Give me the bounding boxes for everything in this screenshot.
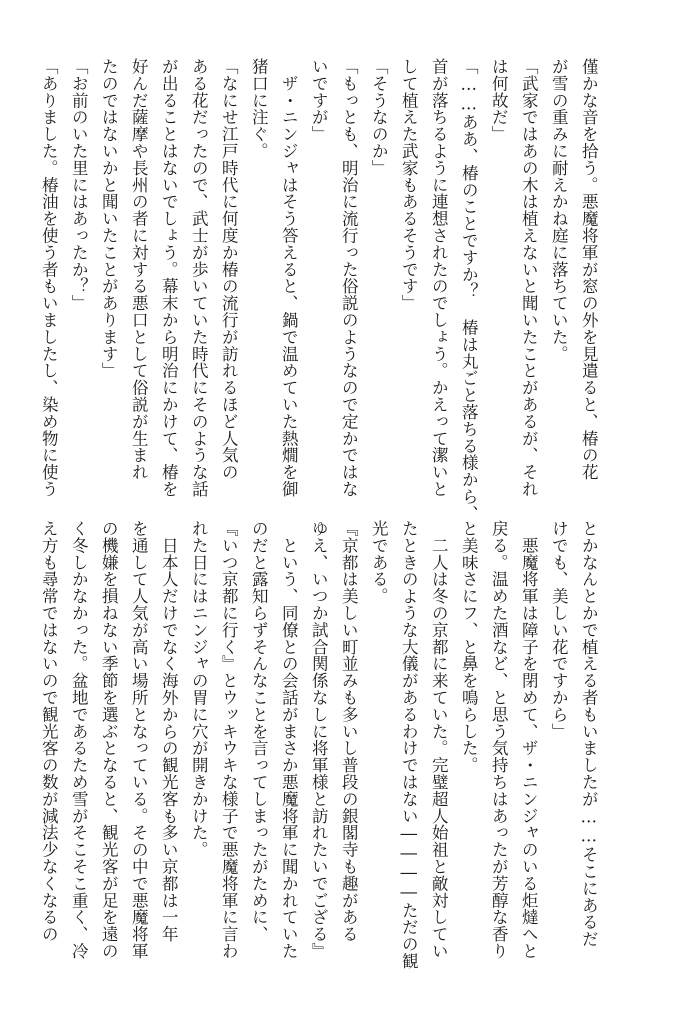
text-column: 『いつ京都に行く』とウッキウキな様子で悪魔将軍に言わ [219,520,239,960]
text-column: とかなんとかで植える者もいましたが……そこにあるだ [579,520,599,948]
text-column: 「武家ではあの木は植えないと聞いたことがあるが、それ [519,58,539,498]
text-column: 僅かな音を拾う。悪魔将軍が窓の外を見遣ると、椿の花 [579,58,599,481]
text-column: 「そうなのか」 [369,58,389,177]
text-column: が雪の重みに耐えかね庭に落ちていた。 [549,58,569,363]
text-column: の機嫌を損ねない季節を選ぶとなると、観光客が足を遠の [99,520,119,960]
text-column: く冬しかなかった。盆地であるため雪がそこそこ重く、冷 [69,520,89,960]
text-column: けでも、美しい花ですから」 [549,520,569,740]
text-column: ある花だったので、武士が歩いていた時代にそのような話 [189,58,209,498]
text-column: 首が落ちるように連想されたのでしょう。かえって潔いと [429,58,449,498]
text-column: 「なにせ江戸時代に何度か椿の流行が訪れるほど人気の [219,58,239,481]
text-column: を通して人気が高い場所となっている。その中で悪魔将軍 [129,520,149,960]
text-column: 悪魔将軍は障子を閉めて、ザ・ニンジャのいる炬燵へと [519,520,539,960]
text-column: 光である。 [369,520,389,605]
upper-text-block [33,58,603,522]
text-column: が出ることはないでしょう。幕末から明治にかけて、椿を [159,58,179,498]
text-column: いですが」 [309,58,329,143]
text-column: して植えた武家もあるそうです」 [399,58,419,312]
text-column: 日本人だけでなく海外からの観光客も多い京都は一年 [159,520,179,943]
lower-text-block [33,520,603,970]
text-column: 猪口に注ぐ。 [249,58,269,160]
text-column: 『京都は美しい町並みも多いし普段の銀閣寺も趣がある [339,520,359,943]
text-column: 「ありました。椿油を使う者もいましたし、染め物に使う [39,58,59,498]
text-column: 好んだ薩摩や長州の者に対する悪口として俗説が生まれ [129,58,149,481]
text-column: たときのような大儀があるわけではない――――ただの観 [399,520,419,970]
text-column: 二人は冬の京都に来ていた。完璧超人始祖と敵対してい [429,520,449,960]
text-column: え方も尋常ではないので観光客の数が減法少なくなるの [39,520,59,943]
text-column: のだと露知らずそんなことを言ってしまったがために、 [249,520,269,943]
text-column: は何故だ」 [489,58,509,143]
text-column: と美味さにフ、と鼻を鳴らした。 [459,520,479,774]
text-column: 「もっとも、明治に流行った俗説のようなので定かではな [339,58,359,498]
text-column: ゆえ、いつか試合関係なしに将軍様と訪れたいでござる』 [309,520,329,960]
text-column: 「……ああ、椿のことですか？ 椿は丸ごと落ちる様から、 [459,58,479,522]
text-column: れた日にはニンジャの胃に穴が開きかけた。 [189,520,209,858]
text-column: 戻る。温めた酒など、と思う気持ちはあったが芳醇な香り [489,520,509,960]
text-column: ザ・ニンジャはそう答えると、鍋で温めていた熱燗を御 [279,58,299,498]
text-column: 「お前のいた里にはあったか？」 [69,58,89,312]
text-column: たのではないかと聞いたことがあります」 [99,58,119,380]
text-column: という、同僚との会話がまさか悪魔将軍に聞かれていた [279,520,299,960]
